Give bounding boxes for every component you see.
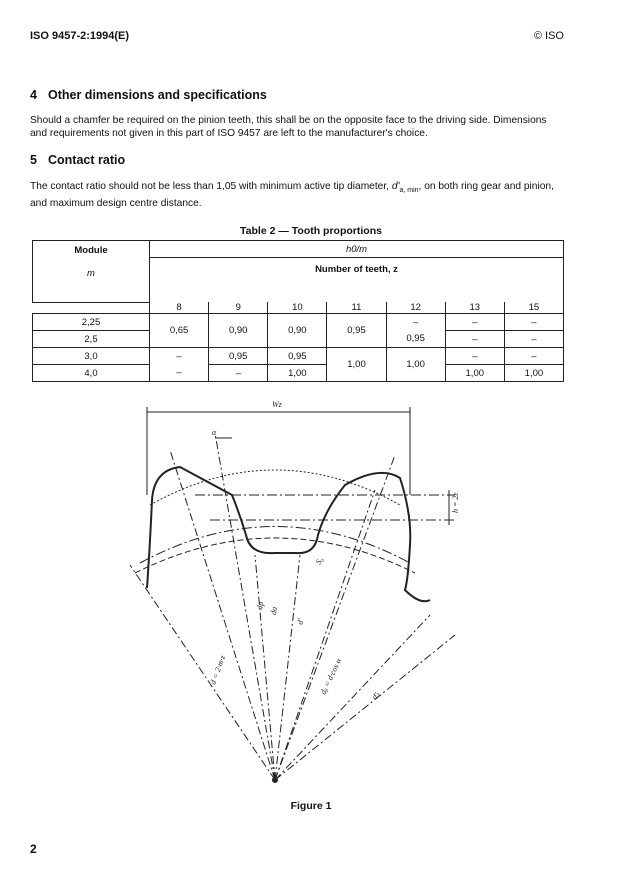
tooth-profile bbox=[147, 467, 430, 601]
tooth-proportions-table bbox=[32, 240, 564, 382]
tooth-count: 15 bbox=[504, 302, 563, 314]
value-cell: 1,00 bbox=[327, 348, 386, 382]
gear-tooth-diagram bbox=[0, 395, 622, 795]
section-title: Contact ratio bbox=[48, 153, 126, 167]
copyright-mark: © ISO bbox=[533, 30, 564, 42]
teeth-header: Number of teeth, z bbox=[315, 264, 398, 275]
module-value: 4,0 bbox=[33, 365, 150, 382]
module-header: Module bbox=[74, 245, 108, 256]
figure-caption: Figure 1 bbox=[290, 800, 332, 812]
diameter-symbol: d' bbox=[391, 181, 400, 192]
ratio-header: h0/m bbox=[150, 241, 564, 258]
value-cell: 0,90 bbox=[268, 314, 327, 348]
value-cell: – bbox=[445, 348, 504, 365]
base-diameter-label: dᵦ = d·cos α bbox=[318, 657, 344, 696]
section-4-body: Should a chamfer be required on the pinion teeth, this shall be on the opposite face to the driving side. Dimensions and requirements not given in this part of ISO 9457 are left to the manufacturer's choice. bbox=[30, 115, 547, 139]
tooth-count: 10 bbox=[268, 302, 327, 314]
value-cell: 1,00 bbox=[268, 365, 327, 382]
value-cell: – bbox=[386, 314, 445, 331]
pitch-diameter-label: d = 2·m·z bbox=[208, 654, 228, 686]
tooth-count: 13 bbox=[445, 302, 504, 314]
document-id: ISO 9457-2:1994(E) bbox=[30, 30, 130, 42]
page-number: 2 bbox=[30, 842, 37, 856]
section-number: 5 bbox=[30, 153, 37, 167]
value-cell: – bbox=[150, 348, 209, 365]
diameter-subscript: a, min bbox=[399, 187, 419, 195]
section-title: Other dimensions and specifications bbox=[48, 88, 267, 102]
module-value: 3,0 bbox=[33, 348, 150, 365]
value-cell: – bbox=[445, 314, 504, 331]
value-cell: 1,00 bbox=[386, 348, 445, 382]
module-symbol: m bbox=[87, 268, 95, 279]
body-text: , on both ring gear and pinion, and maximum design centre distance. bbox=[30, 181, 554, 210]
value-cell: 1,00 bbox=[445, 365, 504, 382]
value-cell: – bbox=[504, 331, 563, 348]
value-cell: – bbox=[504, 314, 563, 331]
value-cell: 0,65 bbox=[150, 314, 209, 348]
teeth-header-cell bbox=[150, 258, 564, 303]
tip-circle bbox=[150, 470, 400, 505]
radial-lines bbox=[130, 433, 455, 780]
tooth-count: 11 bbox=[327, 302, 386, 314]
section-5-heading bbox=[30, 153, 125, 167]
alpha-label: α bbox=[212, 428, 217, 437]
tip-diameter-label: d'ₜ bbox=[370, 689, 382, 702]
tooth-count: 8 bbox=[150, 302, 209, 314]
module-header-cell bbox=[33, 241, 150, 303]
spacer bbox=[33, 302, 150, 314]
value-cell: – bbox=[150, 365, 209, 382]
table-caption: Table 2 — Tooth proportions bbox=[240, 225, 382, 237]
value-cell: 0,95 bbox=[209, 348, 268, 365]
tooth-count: 9 bbox=[209, 302, 268, 314]
value-cell: 0,95 bbox=[327, 314, 386, 348]
section-5-body bbox=[30, 180, 565, 210]
section-number: 4 bbox=[30, 88, 37, 102]
base-circle bbox=[135, 538, 415, 573]
body-text: The contact ratio should not be less than 1,05 with minimum active tip diameter, bbox=[30, 181, 392, 192]
height-label: h = 2ε bbox=[451, 492, 460, 513]
value-cell: – bbox=[209, 365, 268, 382]
value-cell: 1,00 bbox=[504, 365, 563, 382]
value-cell: – bbox=[504, 348, 563, 365]
module-value: 2,5 bbox=[33, 331, 150, 348]
dp-label: dp bbox=[255, 600, 266, 611]
value-cell: 0,95 bbox=[386, 331, 445, 348]
dprime-label: d' bbox=[295, 617, 306, 626]
pitch-circle bbox=[140, 527, 410, 564]
gear-centre bbox=[272, 777, 278, 783]
section-4-heading bbox=[30, 88, 267, 102]
value-cell: 0,95 bbox=[268, 348, 327, 365]
wz-label: Wz bbox=[272, 400, 282, 409]
value-cell: – bbox=[445, 331, 504, 348]
module-value: 2,25 bbox=[33, 314, 150, 331]
s-label: S₀ bbox=[313, 555, 326, 566]
tooth-count: 12 bbox=[386, 302, 445, 314]
da-label: da bbox=[269, 606, 279, 616]
value-cell: 0,90 bbox=[209, 314, 268, 348]
